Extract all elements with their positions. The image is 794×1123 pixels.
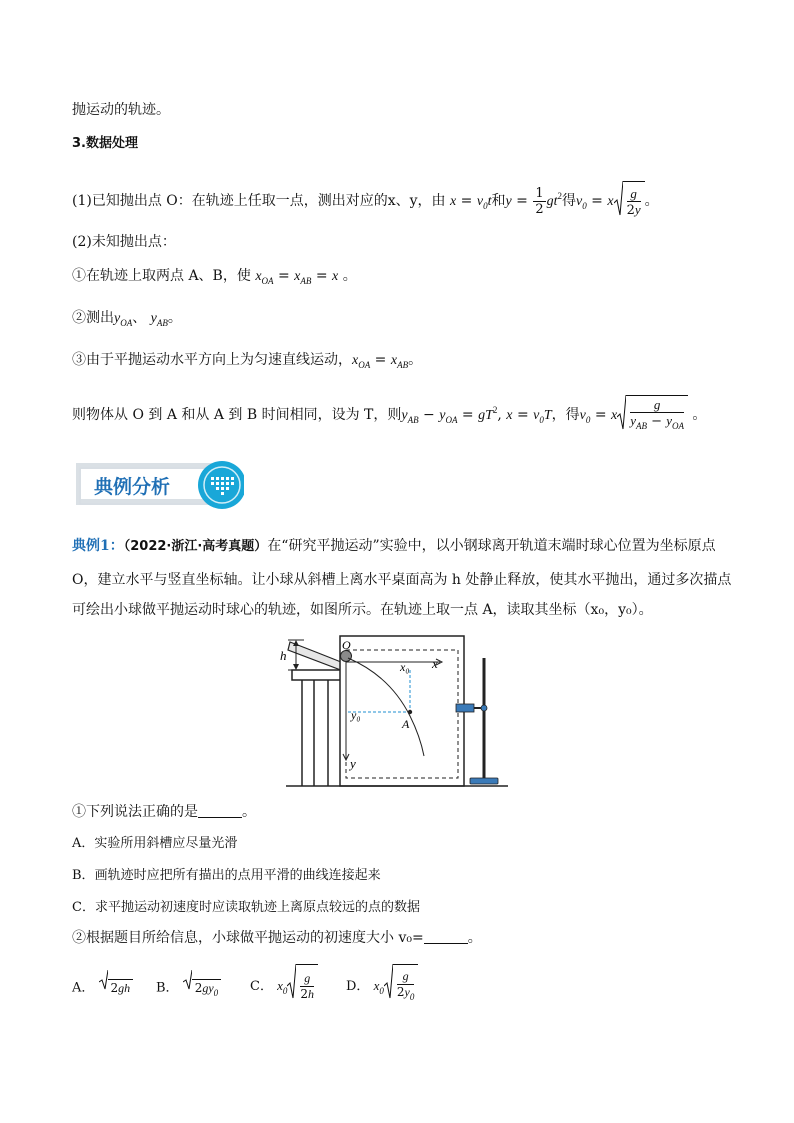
step3: ③由于平抛运动水平方向上为匀速直线运动，$x_{OA} = x_{AB}$。 bbox=[72, 352, 423, 370]
label-O: O bbox=[342, 638, 351, 652]
step1: ①在轨迹上取两点 A、B，使 $x_{OA} = x_{AB} = x$ 。 bbox=[72, 268, 357, 286]
intro-tail: 抛运动的轨迹。 bbox=[72, 102, 170, 118]
answer-blank-1[interactable] bbox=[198, 803, 242, 818]
example-label: 典例1： bbox=[72, 538, 124, 554]
example-source: （2022·浙江·高考真题） bbox=[123, 539, 268, 554]
label-x0: x₀ bbox=[400, 660, 410, 674]
example-line3: 可绘出小球做平抛运动时球心的轨迹，如图所示。在轨迹上取一点 A，读取其坐标（x₀，y₀）。 bbox=[72, 602, 653, 618]
label-y: y bbox=[350, 756, 356, 771]
option-1b[interactable]: B．画轨迹时应把所有描出的点用平滑的曲线连接起来 bbox=[72, 868, 381, 883]
item1-text: (1)已知抛出点 O：在轨迹上任取一点，测出对应的x、y，由 bbox=[72, 193, 446, 209]
section-banner bbox=[76, 458, 244, 514]
item1-line: (1)已知抛出点 O：在轨迹上任取一点，测出对应的x、y，由 $x = v_0t$和y = $\frac{1}{2}$ $gt^2$得$v_0 = x$ $\frac{g}{2y}$ 。 bbox=[72, 176, 659, 216]
banner-title: 典例分析 bbox=[94, 476, 171, 498]
label-h: h bbox=[280, 648, 287, 663]
option-2a[interactable]: A． 2gh bbox=[72, 970, 133, 1006]
option-2d[interactable]: D． $x_0$ $\frac{g}{2y_0}$ bbox=[346, 964, 418, 1008]
item2: (2)未知抛出点： bbox=[72, 234, 176, 250]
option-1c[interactable]: C．求平抛运动初速度时应读取轨迹上离原点较远的点的数据 bbox=[72, 900, 420, 915]
option-2b[interactable]: B． $2gy_0$ bbox=[156, 970, 221, 1006]
label-x: x bbox=[432, 656, 438, 671]
answer-blank-2[interactable] bbox=[424, 929, 468, 944]
label-A: A bbox=[402, 717, 410, 731]
label-y0: y₀ bbox=[351, 708, 361, 722]
example-line2: O，建立水平与竖直坐标轴。让小球从斜槽上离水平桌面高为 h 处静止释放，使其水平抛出，通过多次描点 bbox=[72, 572, 732, 588]
experiment-figure bbox=[278, 628, 514, 790]
option-1a[interactable]: A．实验所用斜槽应尽量光滑 bbox=[72, 836, 238, 851]
step4: 则物体从 O 到 A 和从 A 到 B 时间相同，设为 T，则$y_{AB} - y_{OA} = gT^2$, $x = v_0T$，得$v_0 = x$ $\frac{g}{y_{AB} - y_{OA}}$ 。 bbox=[72, 390, 706, 430]
section-title: 3.数据处理 bbox=[72, 136, 138, 151]
question-1: ①下列说法正确的是 。 bbox=[72, 804, 256, 820]
example-line1: 典例1：（2022·浙江·高考真题）在“研究平抛运动”实验中，以小钢球离开轨道末端时球心位置为坐标原点 bbox=[72, 538, 716, 554]
step2: ②测出$y_{OA}$、 $y_{AB}$。 bbox=[72, 310, 182, 328]
option-2c[interactable]: C． $x_0$ $\frac{g}{2h}$ bbox=[250, 964, 318, 1008]
question-2: ②根据题目所给信息，小球做平抛运动的初速度大小 v₀= 。 bbox=[72, 930, 482, 946]
